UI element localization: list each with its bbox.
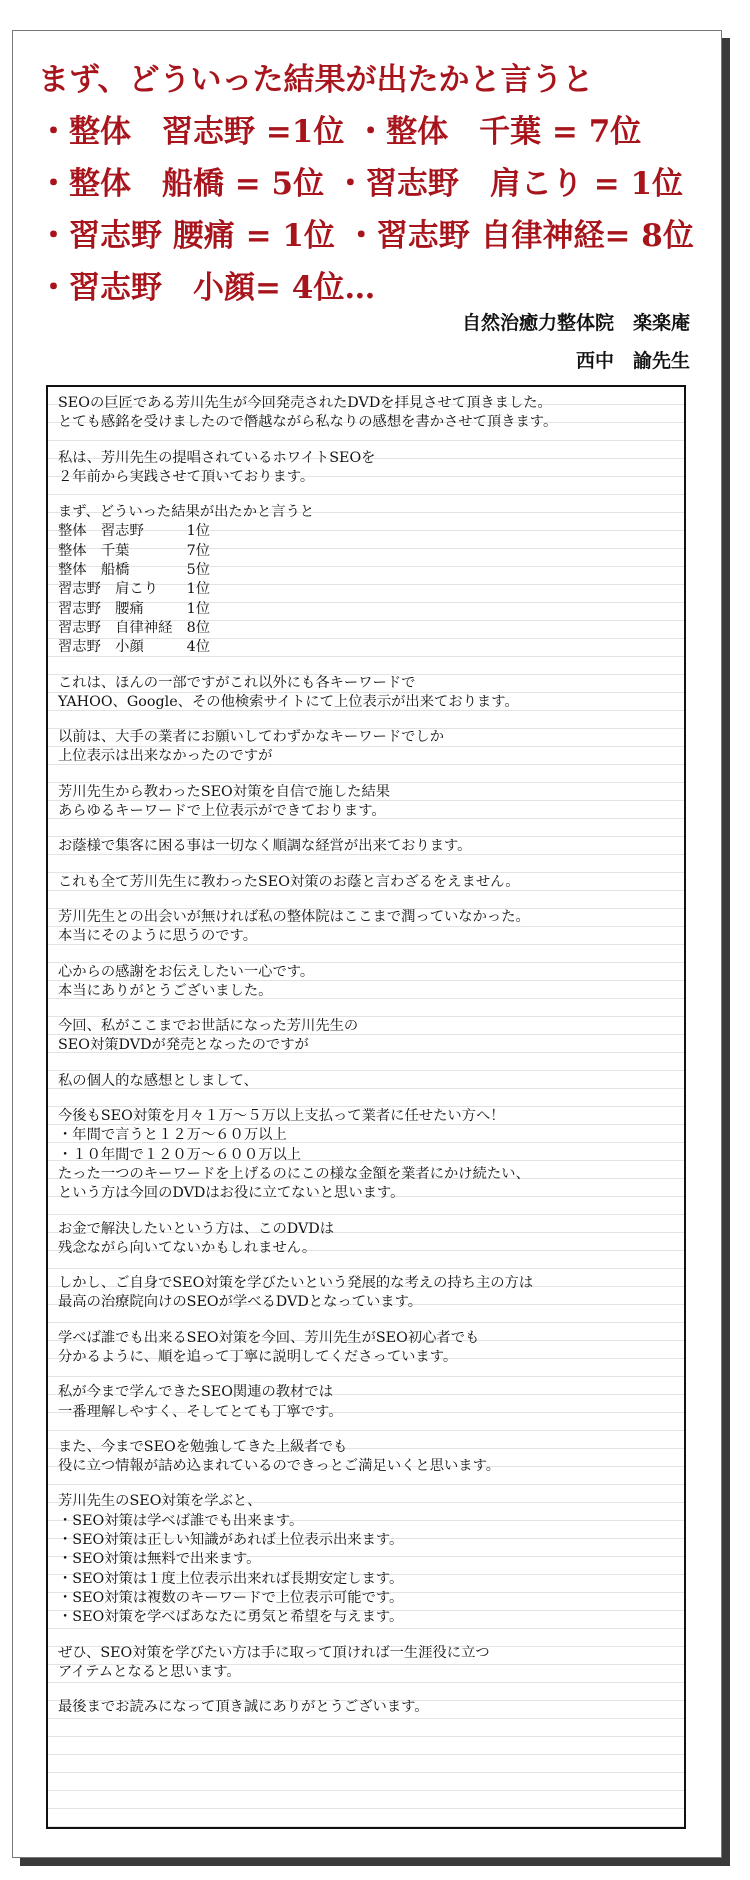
- letter-line: また、今までSEOを勉強してきた上級者でも: [58, 1438, 348, 1455]
- letter-line: 以前は、大手の業者にお願いしてわずかなキーワードでしか: [58, 729, 445, 746]
- letter-line: SEO対策DVDが発売となったのですが: [58, 1037, 309, 1054]
- letter-line: たった一つのキーワードを上げるのにこの様な金額を業者にかけ続たい、: [58, 1165, 530, 1182]
- letter-line: 分かるように、順を追って丁寧に説明してくださっています。: [58, 1348, 458, 1365]
- letter-line: 芳川先生のSEO対策を学ぶと、: [58, 1493, 262, 1510]
- letter-paragraph: [58, 908, 676, 947]
- letter-line: 私の個人的な感想としまして、: [58, 1072, 258, 1089]
- letter-line: 整体 千葉 7位: [58, 542, 211, 559]
- letter-line: 芳川先生との出会いが無ければ私の整体院はここまで潤っていなかった。: [58, 908, 530, 925]
- letter-line: あらゆるキーワードで上位表示ができております。: [58, 803, 386, 820]
- headline-line: ・整体 習志野 =1位 ・整体 千葉 = 7位: [38, 114, 642, 150]
- letter-line: 習志野 自律神経 8位: [58, 619, 211, 636]
- signature-name: 西中 諭先生: [575, 350, 690, 372]
- letter-paragraph: [58, 1438, 676, 1477]
- letter-line: 本当にありがとうございました。: [58, 982, 273, 999]
- letter-line: 役に立つ情報が詰め込まれているのできっとご満足いくと思います。: [58, 1458, 501, 1475]
- letter-line: これも全て芳川先生に教わったSEO対策のお蔭と言わざるをえません。: [58, 873, 520, 890]
- letter-line: ・SEO対策は無料で出来ます。: [58, 1551, 261, 1568]
- letter-line: ・SEO対策は学べば誰でも出来ます。: [58, 1512, 304, 1529]
- letter-paragraph: [58, 783, 676, 822]
- letter-paragraph: [58, 1329, 676, 1368]
- letter-line: 一番理解しやすく、そしてとても丁寧です。: [58, 1403, 343, 1420]
- headline-line: まず、どういった結果が出たかと言うと: [38, 62, 594, 98]
- letter-line: 今回、私がここまでお世話になった芳川先生の: [58, 1018, 359, 1035]
- letter-paragraph: [58, 1492, 676, 1627]
- letter-line: 最高の治療院向けのSEOが学べるDVDとなっています。: [58, 1294, 423, 1311]
- letter-line: アイテムとなると思います。: [58, 1663, 241, 1680]
- letter-line: 本当にそのように思うのです。: [58, 928, 258, 945]
- letter-line: ぜひ、SEO対策を学びたい方は手に取って頂ければ一生涯役に立つ: [58, 1644, 490, 1661]
- letter-line: 習志野 小顔 4位: [58, 639, 211, 656]
- signature-clinic: 自然治癒力整体院 楽楽庵: [461, 312, 690, 334]
- letter-paragraph: [58, 728, 676, 767]
- letter-paragraph: [58, 1274, 676, 1313]
- letter-line: とても感銘を受けましたので僭越ながら私なりの感想を書かさせて頂きます。: [58, 414, 558, 431]
- headline: [38, 54, 698, 314]
- letter-line: 学べば誰でも出来るSEO対策を今回、芳川先生がSEO初心者でも: [58, 1329, 480, 1346]
- headline-line: ・整体 船橋 = 5位 ・習志野 肩こり = 1位: [38, 166, 684, 202]
- letter-line: お金で解決したいという方は、このDVDは: [58, 1220, 335, 1237]
- letter-paragraph: [58, 1383, 676, 1422]
- letter-line: ・SEO対策は１度上位表示出来れば長期安定します。: [58, 1570, 404, 1587]
- letter-line: YAHOO、Google、その他検索サイトにて上位表示が出来ております。: [58, 693, 519, 710]
- letter-line: ・SEO対策は複数のキーワードで上位表示可能です。: [58, 1589, 404, 1606]
- letter-line: 今後もSEO対策を月々１万〜５万以上支払って業者に任せたい方へ！: [58, 1108, 505, 1125]
- letter-line: 習志野 腰痛 1位: [58, 600, 211, 617]
- letter-paragraph: [58, 1072, 676, 1091]
- letter-paragraph: [58, 1644, 676, 1683]
- letter-line: まず、どういった結果が出たかと言うと: [58, 504, 315, 521]
- letter-paragraph: [58, 503, 676, 657]
- letter-line: 整体 船橋 5位: [58, 562, 211, 579]
- letter-paragraph: [58, 674, 676, 713]
- letter-line: 整体 習志野 1位: [58, 523, 211, 540]
- letter-line: 芳川先生から教わったSEO対策を自信で施した結果: [58, 783, 391, 800]
- letter-line: SEOの巨匠である芳川先生が今回発売されたDVDを拝見させて頂きました。: [58, 395, 552, 411]
- letter-paragraph: [58, 1107, 676, 1203]
- letter-paragraph: [58, 1220, 676, 1259]
- letter-line: 心からの感謝をお伝えしたい一心です。: [58, 963, 315, 980]
- letter-line: 最後までお読みになって頂き誠にありがとうございます。: [58, 1699, 429, 1716]
- letter-paragraph: [58, 1017, 676, 1056]
- letter-line: 上位表示は出来なかったのですが: [58, 748, 273, 765]
- letter-paragraph: [58, 873, 676, 892]
- headline-line: ・習志野 腰痛 = 1位 ・習志野 自律神経= 8位: [38, 218, 694, 254]
- letter-line: 私は、芳川先生の提唱されているホワイトSEOを: [58, 449, 376, 466]
- letter-line: 私が今まで学んできたSEO関連の教材では: [58, 1384, 333, 1401]
- headline-line: ・習志野 小顔= 4位…: [38, 270, 376, 306]
- letter-line: ・SEO対策を学べばあなたに勇気と希望を与えます。: [58, 1609, 404, 1626]
- letter-paragraph: [58, 1698, 676, 1717]
- letter-line: ・１０年間で１２０万〜６００万以上: [58, 1146, 302, 1163]
- letter-line: お蔭様で集客に困る事は一切なく順調な経営が出来ております。: [58, 838, 472, 855]
- letter-paragraph: [58, 837, 676, 856]
- letter-line: ２年前から実践させて頂いております。: [58, 468, 315, 485]
- letter-paragraph: [58, 963, 676, 1002]
- letter-box: [46, 385, 686, 1829]
- letter-line: ・年間で言うと１２万〜６０万以上: [58, 1127, 287, 1144]
- letter-paragraph: [58, 449, 676, 488]
- letter-line: これは、ほんの一部ですがこれ以外にも各キーワードで: [58, 674, 416, 691]
- letter-line: ・SEO対策は正しい知識があれば上位表示出来ます。: [58, 1532, 404, 1549]
- letter-line: 習志野 肩こり 1位: [58, 581, 211, 598]
- letter-line: しかし、ご自身でSEO対策を学びたいという発展的な考えの持ち主の方は: [58, 1275, 534, 1292]
- letter-line: 残念ながら向いてないかもしれません。: [58, 1239, 317, 1256]
- letter-paragraph: [58, 394, 676, 433]
- letter-line: という方は今回のDVDはお役に立てないと思います。: [58, 1185, 405, 1202]
